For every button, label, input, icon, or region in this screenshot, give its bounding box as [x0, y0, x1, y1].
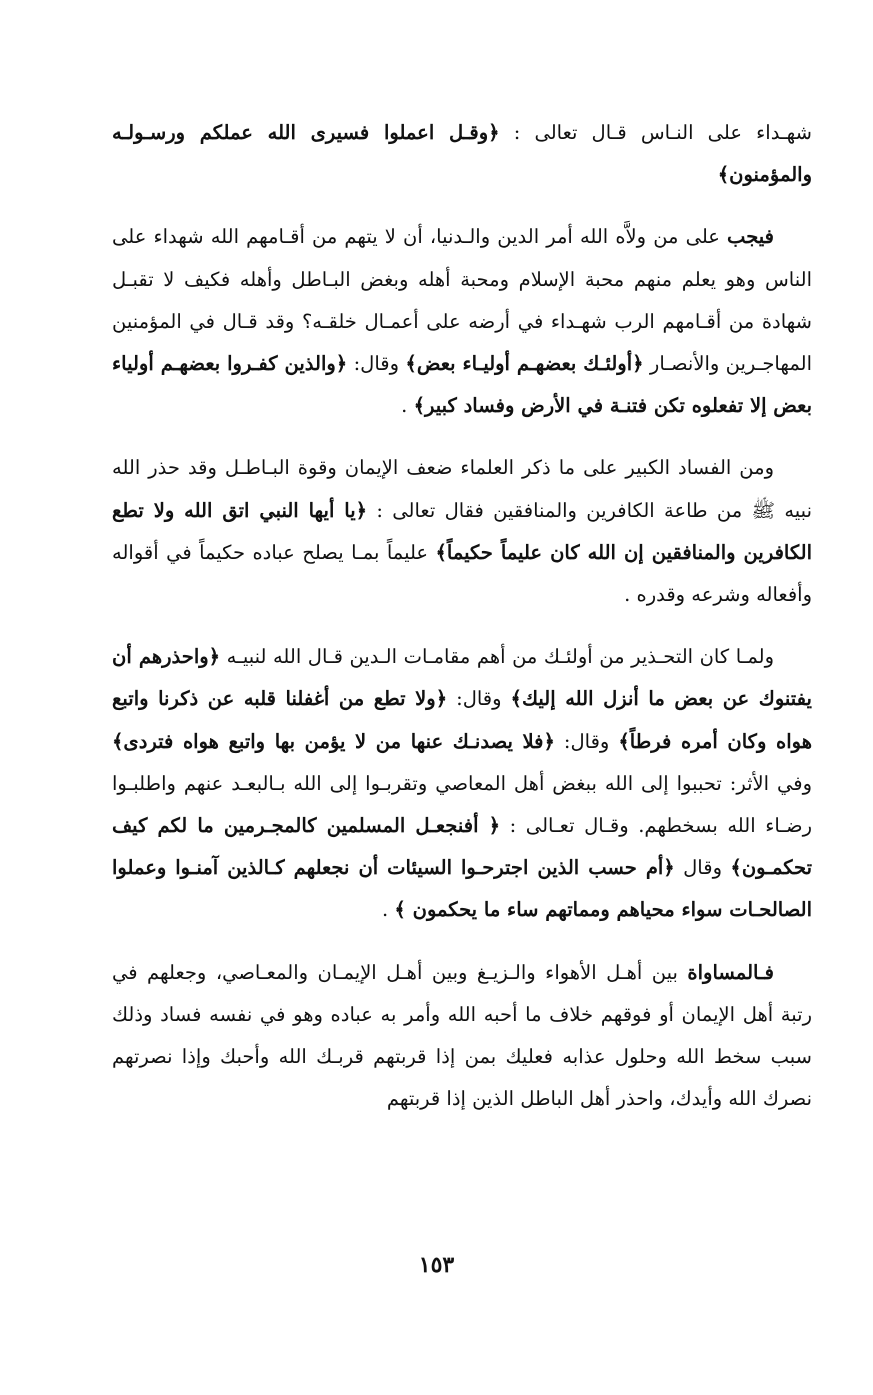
text-segment: . — [401, 394, 414, 418]
text-segment: ولمـا كان التحـذير من أولئـك من أهم مقامـات الـدين قـال الله لنبيـه — [220, 645, 774, 669]
paragraph — [112, 216, 812, 427]
text-segment: شهـداء على النـاس قـال تعالى : — [499, 121, 812, 144]
paragraph — [112, 447, 812, 616]
text-segment: وقال — [674, 856, 731, 880]
text-segment: وفي الأثر: تحببوا إلى الله ببغض أهل المعاصي وتقربـوا إلى الله بـالبعـد عنهم واطلبـوا رضـاء الله بسخطهم. وقـال تعـالى : — [112, 771, 812, 838]
emphasized-text: ﴿وقـل اعملوا فسيرى الله عملكم ورسـولـه والمؤمنون﴾ — [112, 121, 812, 187]
text-segment: وقال: — [347, 352, 406, 376]
paragraph — [112, 112, 812, 196]
emphasized-text: فـالمساواة — [687, 960, 774, 984]
text-segment: على من ولاَّه الله أمر الدين والـدنيا، أن لا يتهم من أقـامهم الله شهداء على الناس وهو يعلم منهم محبة الإسلام ومحبة أهله وبغض البـاطل وأهله فكيف لا تقبـل شهادة من أقـامهم الرب شهـداء في أرضه على أعمـال خلقـه؟ وقد قـال في المؤمنين المهاجـرين والأنصـار — [112, 225, 812, 376]
body-text — [112, 112, 812, 1140]
emphasized-text: ﴿واحذرهم أن يفتنوك عن بعض ما أنزل الله إليك﴾ — [112, 645, 812, 711]
emphasized-text: ﴿أم حسب الذين اجترحـوا السيئات أن نجعلهم كـالذين آمنـوا وعملوا الصالحـات سواء محياهم ومماتهم ساء ما يحكمون ﴾ — [112, 856, 812, 922]
emphasized-text: فيجب — [727, 225, 774, 249]
emphasized-text: ﴿أولئـك بعضهـم أوليـاء بعض﴾ — [405, 352, 644, 376]
text-segment: وقال: — [447, 687, 511, 711]
paragraph — [112, 952, 812, 1121]
page-number: ١٥٣ — [418, 1252, 455, 1278]
emphasized-text: ﴿يا أيها النبي اتق الله ولا تطع الكافرين والمنافقين إن الله كان عليماً حكيماً﴾ — [112, 498, 812, 564]
text-segment: ومن الفساد الكبير على ما ذكر العلماء ضعف الإيمان وقوة البـاطـل وقد حذر الله نبيه ﷺ من طاعة الكافرين والمنافقين فقال تعالى : — [112, 456, 812, 522]
text-segment: . — [382, 898, 395, 922]
emphasized-text: ﴿فلا يصدنـك عنها من لا يؤمن بها واتبع هواه فتردى﴾ — [112, 729, 555, 753]
text-segment: عليماً بمـا يصلح عباده حكيماً في أقواله وأفعاله وشرعه وقدره . — [112, 540, 812, 607]
paragraph — [112, 636, 812, 931]
emphasized-text: ﴿ولا تطع من أغفلنا قلبه عن ذكرنا واتبع هواه وكان أمره فرطاً﴾ — [112, 687, 812, 753]
emphasized-text: ﴿والذين كفـروا بعضهـم أولياء بعض إلا تفعلوه تكن فتنـة في الأرض وفساد كبير﴾ — [112, 352, 812, 418]
text-segment: بين أهـل الأهواء والـزيـغ وبين أهـل الإيمـان والمعـاصي، وجعلهم في رتبة أهل الإيمان أو فوقهم خلاف ما أحبه الله وأمر به عباده وهو في نفسه فساد وذلك سبب سخط الله وحلول عذابه فعليك بمن إذا قربتهم قربـك الله وأحبك وإذا نصرتهم نصرك الله وأيدك، واحذر أهل الباطل الذين إذا قربتهم — [112, 960, 812, 1111]
emphasized-text: ﴿ أفنجعـل المسلمين كالمجـرمين ما لكم كيف تحكمـون﴾ — [112, 814, 812, 880]
text-segment: وقال: — [554, 729, 619, 753]
